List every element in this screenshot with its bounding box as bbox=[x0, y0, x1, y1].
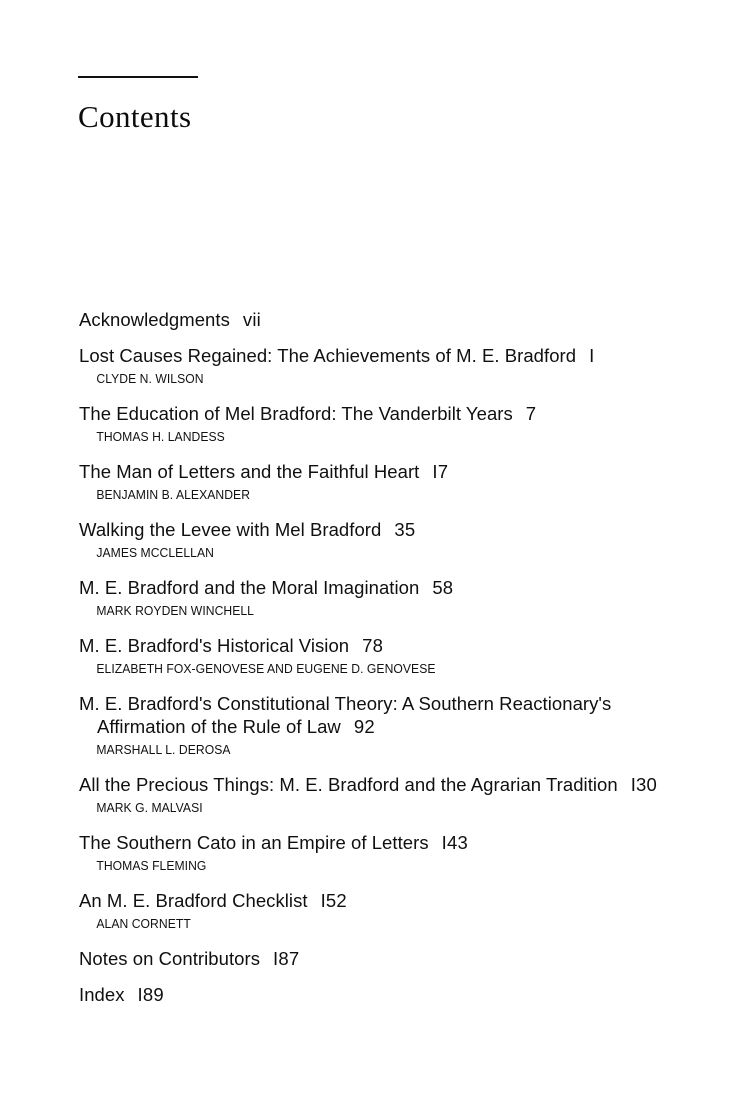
toc-entry-page-number: I bbox=[589, 345, 595, 366]
toc-entry[interactable] bbox=[79, 983, 679, 1006]
toc-entry-title-text: Lost Causes Regained: The Achievements of M. E. Bradford bbox=[79, 345, 577, 366]
toc-entry-page-number: I87 bbox=[273, 948, 300, 969]
toc-entry-page-number: I52 bbox=[320, 890, 347, 911]
toc-entry-page-number: 7 bbox=[525, 403, 537, 424]
toc-entry-title[interactable] bbox=[79, 831, 679, 854]
toc-entry-title[interactable] bbox=[79, 402, 679, 425]
toc-entry-title[interactable] bbox=[79, 518, 679, 541]
toc-entry[interactable] bbox=[79, 692, 679, 760]
toc-entry-title-text: All the Precious Things: M. E. Bradford and the Agrarian Tradition bbox=[79, 774, 618, 795]
toc-entry[interactable] bbox=[79, 889, 679, 934]
toc-entry[interactable] bbox=[79, 402, 679, 447]
toc-entry[interactable] bbox=[79, 344, 679, 389]
toc-entry-author: MARSHALL L. DEROSA bbox=[96, 743, 231, 757]
toc-entry-page-number: I89 bbox=[137, 984, 164, 1005]
page-heading bbox=[78, 76, 598, 134]
toc-entry-author: BENJAMIN B. ALEXANDER bbox=[96, 488, 251, 502]
toc-entry-title[interactable] bbox=[79, 634, 679, 657]
toc-entry-title[interactable] bbox=[79, 947, 679, 970]
toc-entry-title-continuation bbox=[79, 715, 679, 738]
toc-entry-title[interactable] bbox=[79, 692, 679, 738]
toc-entry-page-number: 92 bbox=[353, 716, 375, 737]
toc-entry-page-number: I7 bbox=[432, 461, 449, 482]
toc-entry-author: ALAN CORNETT bbox=[96, 917, 191, 931]
toc-entry-page-number: vii bbox=[242, 309, 261, 330]
toc-entry-title-text: M. E. Bradford and the Moral Imagination bbox=[79, 577, 420, 598]
toc-entry-title[interactable] bbox=[79, 889, 679, 912]
toc-entry-title-text: Index bbox=[79, 984, 125, 1005]
toc-entry-title-text: Acknowledgments bbox=[79, 309, 230, 330]
toc-entry-title[interactable] bbox=[79, 460, 679, 483]
toc-entry[interactable] bbox=[79, 576, 679, 621]
toc-entry-page-number: 78 bbox=[362, 635, 384, 656]
toc-entry[interactable] bbox=[79, 518, 679, 563]
toc-entry-continuation-text: Affirmation of the Rule of Law bbox=[97, 716, 341, 737]
toc-entry-author: CLYDE N. WILSON bbox=[96, 372, 204, 386]
toc-entry-page-number: I30 bbox=[630, 774, 658, 795]
toc-entry-title-text: The Southern Cato in an Empire of Letters bbox=[79, 832, 429, 853]
toc-entry-page-number: 35 bbox=[394, 519, 416, 540]
toc-entry-page-number: 58 bbox=[432, 577, 454, 598]
heading-rule bbox=[78, 76, 198, 78]
toc-entry[interactable] bbox=[79, 947, 679, 970]
toc-entry-title-text: An M. E. Bradford Checklist bbox=[79, 890, 308, 911]
toc-entry-author: ELIZABETH FOX-GENOVESE AND EUGENE D. GENOVESE bbox=[96, 662, 436, 676]
toc-entry[interactable] bbox=[79, 308, 679, 331]
toc-entry[interactable] bbox=[79, 460, 679, 505]
toc-entry-author: THOMAS FLEMING bbox=[96, 859, 207, 873]
toc-entry-title-text: M. E. Bradford's Constitutional Theory: A Southern Reactionary's bbox=[79, 693, 612, 714]
page-title: Contents bbox=[78, 99, 192, 134]
toc-entry-author: MARK ROYDEN WINCHELL bbox=[96, 604, 254, 618]
toc-entry-author: MARK G. MALVASI bbox=[96, 801, 203, 815]
toc-entry[interactable] bbox=[79, 773, 679, 818]
toc-entry-title[interactable] bbox=[79, 773, 679, 796]
toc-entry-title-text: M. E. Bradford's Historical Vision bbox=[79, 635, 350, 656]
toc-entry-title-text: Walking the Levee with Mel Bradford bbox=[79, 519, 382, 540]
toc-entry-page-number: I43 bbox=[441, 832, 468, 853]
toc-entry-title-text: The Man of Letters and the Faithful Heart bbox=[79, 461, 420, 482]
toc-entry-title[interactable] bbox=[79, 983, 679, 1006]
toc-entry-title[interactable] bbox=[79, 308, 679, 331]
toc-entry-title[interactable] bbox=[79, 344, 679, 367]
toc-entry[interactable] bbox=[79, 831, 679, 876]
table-of-contents bbox=[79, 308, 679, 1006]
toc-entry[interactable] bbox=[79, 634, 679, 679]
toc-entry-title[interactable] bbox=[79, 576, 679, 599]
toc-entry-author: THOMAS H. LANDESS bbox=[96, 430, 225, 444]
toc-entry-title-text: Notes on Contributors bbox=[79, 948, 261, 969]
toc-entry-title-text: The Education of Mel Bradford: The Vanderbilt Years bbox=[79, 403, 513, 424]
toc-entry-author: JAMES MCCLELLAN bbox=[96, 546, 214, 560]
